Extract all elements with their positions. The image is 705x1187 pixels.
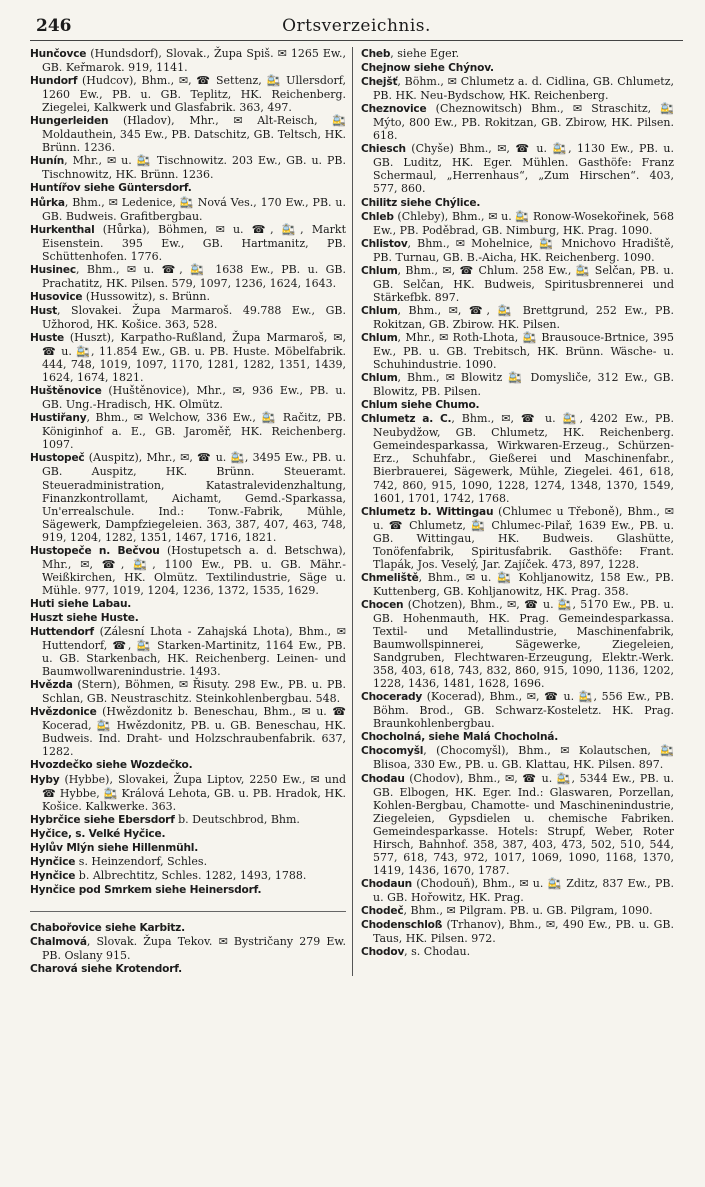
- directory-entry: [30, 813, 346, 827]
- entry-headword: Chlum: [361, 372, 398, 385]
- entry-text: (Huszt), Karpatho-Rußland, Župa Marmaroš, ✉, ☎ u. 🚉, 11.854 Ew., GB. u. PB. Huste. Möbelfabrik. 444, 748, 1019, 1097, 1170, 1281, 1282, 1351, 1439, 1624, 1674, 1821.: [42, 330, 346, 385]
- entry-headword: Hynčice: [30, 869, 76, 882]
- entry-headword: Hynčice pod Smrkem siehe Heinersdorf.: [30, 883, 262, 896]
- entry-text: (Huštěnovice), Mhr., ✉, 936 Ew., PB. u. GB. Ung.-Hradisch, HK. Olmütz.: [42, 384, 346, 412]
- directory-entry: [30, 883, 346, 897]
- entry-text: b. Deutschbrod, Bhm.: [174, 812, 300, 826]
- entry-headword: Huste: [30, 331, 64, 344]
- entry-text: , Bhm., ✉ Pilgram. PB. u. GB. Pilgram, 1090.: [403, 904, 653, 917]
- entry-headword: Chejšť: [361, 76, 398, 89]
- entry-headword: Chlistov: [361, 237, 408, 250]
- entry-text: , Bhm., ✉, ☎, 🚉 Brettgrund, 252 Ew., PB. Rokitzan, GB. Zbirow. HK. Pilsen.: [373, 303, 674, 331]
- entry-text: , Bhm., ✉ Mohelnice, 🚉 Mnichovo Hradiště, PB. Turnau, GB. B.-Aicha, HK. Reichenberg. 1090.: [373, 236, 674, 264]
- entry-text: , Mhr., ✉ Roth-Lhota, 🚉 Brausouce-Brtnice, 395 Ew., PB. u. GB. Trebitsch, HK. Brünn. Wäsche- u. Schuhindustrie. 1090.: [373, 330, 674, 372]
- entry-headword: Huttendorf: [30, 626, 94, 639]
- directory-entry: [30, 869, 346, 883]
- entry-headword: Chlumetz b. Wittingau: [361, 505, 494, 518]
- directory-entry: [30, 223, 346, 263]
- entry-text: , Slovakei. Župa Marmaroš. 49.788 Ew., GB. Užhorod, HK. Košice. 363, 528.: [42, 303, 346, 331]
- directory-entry: [361, 945, 674, 959]
- directory-entry: [30, 411, 346, 451]
- entry-text: (Stern), Böhmen, ✉ Řisuty. 298 Ew., PB. u. PB. Schlan, GB. Neustraschitz. Steinkohlenbergbau. 548.: [42, 678, 346, 706]
- entry-headword: Chlum siehe Chumo.: [361, 399, 480, 412]
- entry-text: b. Albrechtitz, Schles. 1282, 1493, 1788.: [75, 868, 307, 882]
- directory-entry: [361, 918, 674, 945]
- directory-entry: [361, 598, 674, 690]
- section-divider: [30, 911, 346, 913]
- entry-text: (Hůrka), Böhmen, ✉ u. ☎, 🚉, Markt Eisenstein. 395 Ew., GB. Hartmanitz, PB. Schüttenhofen. 1776.: [42, 222, 346, 263]
- entry-text: , (Chocomyšl), Bhm., ✉ Kolautschen, 🚉 Blisoa, 330 Ew., PB. u. GB. Klattau, HK. Pilsen. 897.: [373, 744, 674, 772]
- directory-entry: [361, 237, 674, 264]
- entry-text: (Hybbe), Slovakei, Župa Liptov, 2250 Ew., ✉ und ☎ Hybbe, 🚉 Králová Lehota, GB. u. PB. Hradok, HK. Košice. Kalkwerke. 363.: [42, 772, 346, 813]
- entry-text: , Bhm., ✉ u. ☎, 🚉 1638 Ew., PB. u. GB. Prachatitz, HK. Pilsen. 579, 1097, 1236, 1624, 1643.: [42, 262, 346, 290]
- entry-headword: Chocomyšl: [361, 745, 424, 758]
- directory-entry: [361, 304, 674, 331]
- entry-headword: Huštěnovice: [30, 385, 102, 398]
- left-column: [30, 47, 352, 976]
- entry-headword: Hvězda: [30, 679, 73, 692]
- entry-headword: Hustopeč: [30, 452, 85, 465]
- page-number: 246: [36, 16, 72, 36]
- entry-text: , Bhm., ✉ u. 🚉 Kohljanowitz, 158 Ew., PB. Kuttenberg, GB. Kohljanowitz, HK. Prag. 358.: [373, 570, 674, 598]
- directory-entry: [361, 877, 674, 904]
- entry-headword: Hustopeče n. Bečvou: [30, 544, 160, 557]
- entry-headword: Chlum: [361, 331, 398, 344]
- entry-text: , Slovak. Župa Tekov. ✉ Bystričany 279 Ew. PB. Oslany 915.: [42, 935, 346, 963]
- entry-headword: Hundorf: [30, 75, 78, 88]
- entry-text: (Chodouň), Bhm., ✉ u. 🚉 Zditz, 837 Ew., PB. u. GB. Hořowitz, HK. Prag.: [373, 876, 674, 904]
- entry-text: s. Heinzendorf, Schles.: [75, 854, 208, 868]
- directory-entry: [361, 398, 674, 412]
- entry-headword: Chodau: [361, 772, 405, 785]
- directory-entry: [361, 571, 674, 598]
- directory-entry: [30, 827, 346, 841]
- directory-entry: [30, 181, 346, 195]
- entry-text: , Bhm., ✉, ☎ Chlum. 258 Ew., 🚉 Selčan, PB. u. GB. Selčan, HK. Budweis, Spiritusbrennerei und Stärkefbk. 897.: [373, 263, 674, 304]
- entry-headword: Hurkenthal: [30, 223, 95, 236]
- entry-text: , Bhm., ✉, ☎ u. 🚉, 4202 Ew., PB. Neubydžow, GB. Chlumetz, HK. Reichenberg. Gemeindesparkassa, Wirkwaren-Erzeug., Schürzen-Erz., Schuhfabr., Gießerei und Maschinenfabr., Bierbrauerei, Sägewerk, Mühle, Ziegelei. 461, 618, 742, 860, 915, 1090, 1228, 1274, 1348, 1370, 1549, 1601, 1701, 1742, 1768.: [373, 412, 675, 505]
- entry-text: (Hladov), Mhr., ✉ Alt-Reisch, 🚉 Moldauthein, 345 Ew., PB. Datschitz, GB. Teltsch, HK. Brünn. 1236.: [42, 114, 346, 155]
- entry-headword: Hvězdonice: [30, 706, 97, 719]
- entry-headword: Hunín: [30, 155, 65, 168]
- entry-text: (Chodov), Bhm., ✉, ☎ u. 🚉, 5344 Ew., PB. u. GB. Elbogen, HK. Eger. Ind.: Glaswaren, Porzellan, Kohlen-Bergbau, Chamotte- und Maschinenindustrie, Ziegeleien, Gypsdielen u. chemische Fabriken. Gemeindesparkasse. Hotels: Strupf, Weber, Roter Hirsch, Bahnhof. 358, 387, 403, 473, 502, 510, 544, 577, 618, 743, 972, 1017, 1069, 1090, 1168, 1370, 1419, 1436, 1670, 1787.: [373, 771, 674, 877]
- left-tail-entries: [30, 921, 346, 976]
- entry-text: (Hudcov), Bhm., ✉, ☎ Settenz, 🚉 Ullersdorf, 1260 Ew., PB. u. GB. Teplitz, HK. Reichenberg. Ziegelei, Kalkwerk und Glasfabrik. 363, 497.: [42, 74, 346, 115]
- directory-entry: [30, 544, 346, 597]
- entry-text: (Cheznowitsch) Bhm., ✉ Straschitz, 🚉 Mýto, 800 Ew., PB. Rokitzan, GB. Zbirow, HK. Pilsen. 618.: [373, 102, 674, 143]
- directory-entry: [361, 690, 674, 730]
- entry-headword: Chocholná, siehe Malá Chocholná.: [361, 731, 559, 744]
- directory-entry: [361, 47, 674, 61]
- directory-entry: [361, 210, 674, 237]
- entry-headword: Hynčice: [30, 855, 76, 868]
- directory-entry: [361, 744, 674, 771]
- directory-entry: [361, 730, 674, 744]
- directory-entry: [30, 855, 346, 869]
- entry-headword: Chocen: [361, 598, 404, 611]
- directory-entry: [30, 962, 346, 976]
- entry-text: (Chotzen), Bhm., ✉, ☎ u. 🚉, 5170 Ew., PB. u. GB. Hohenmauth, HK. Prag. Gemeindesparkassa. Textil- und Metallindustrie, Maschinenfabrik, Baumwollspinnerei, Sägewerke, Ziegeleien, Sandgruben, Flechtwaren-Erzeugung, Elektr.-Werk. 358, 403, 618, 743, 832, 860, 915, 1090, 1136, 1202, 1228, 1436, 1481, 1628, 1696.: [373, 597, 674, 691]
- directory-entry: [30, 47, 346, 74]
- entry-headword: Chocerady: [361, 691, 423, 704]
- left-entries: [30, 47, 346, 897]
- entry-headword: Chalmová: [30, 936, 87, 948]
- entry-headword: Hůrka: [30, 196, 65, 209]
- directory-entry: [30, 758, 346, 772]
- entry-text: , s. Chodau.: [404, 945, 471, 959]
- directory-entry: [361, 331, 674, 371]
- directory-entry: [361, 102, 674, 142]
- entry-headword: Hungerleiden: [30, 115, 109, 128]
- entry-text: (Auspitz), Mhr., ✉, ☎ u. 🚉, 3495 Ew., PB. u. GB. Auspitz, HK. Brünn. Steueramt. Steueradministration, Katastralevidenzhaltung, Finanzkontrollamt, Aichamt, Gemd.-Sparkassa, Un'errealschule. Ind.: Tonw.-Fabrik, Mühle, Sägewerk, Dampfziegeleien. 363, 387, 407, 463, 748, 919, 1204, 1282, 1351, 1467, 1716, 1821.: [42, 451, 346, 544]
- entry-headword: Chodenschloß: [361, 919, 443, 932]
- directory-entry: [30, 114, 346, 154]
- directory-entry: [361, 75, 674, 102]
- directory-entry: [30, 935, 346, 962]
- columns: [30, 47, 683, 976]
- directory-entry: [361, 371, 674, 398]
- entry-headword: Chilitz siehe Chýlice.: [361, 196, 481, 209]
- entry-text: (Hostupetsch a. d. Betschwa), Mhr., ✉, ☎, 🚉, 1100 Ew., PB. u. GB. Mähr.-Weißkirchen, HK. Olmütz. Textilindustrie, Säge u. Mühle. 977, 1019, 1204, 1236, 1372, 1535, 1629.: [42, 543, 346, 597]
- entry-text: (Hundsdorf), Slovak., Župa Spiš. ✉ 1265 Ew., GB. Keřmarok. 919, 1141.: [42, 47, 346, 75]
- directory-entry: [30, 196, 346, 223]
- directory-entry: [30, 597, 346, 611]
- entry-headword: Chmeliště: [361, 571, 419, 584]
- entry-headword: Chiesch: [361, 143, 406, 156]
- page-title: Ortsverzeichnis.: [282, 16, 431, 36]
- entry-headword: Chodaun: [361, 877, 413, 890]
- entry-text: , Böhm., ✉ Chlumetz a. d. Cidlina, GB. Chlumetz, PB. HK. Neu-Bydschow, HK. Reichenberg.: [373, 75, 674, 103]
- directory-entry: [361, 505, 674, 571]
- directory-entry: [30, 384, 346, 411]
- entry-headword: Chabořovice siehe Karbitz.: [30, 921, 185, 934]
- entry-text: , Bhm., ✉ Ledenice, 🚉 Nová Ves., 170 Ew., PB. u. GB. Budweis. Grafitbergbau.: [42, 195, 346, 223]
- entry-headword: Huszt siehe Huste.: [30, 611, 139, 624]
- entry-headword: Chejnow siehe Chýnov.: [361, 62, 494, 75]
- entry-text: , siehe Eger.: [390, 47, 460, 60]
- entry-headword: Hunčovce: [30, 48, 87, 60]
- entry-headword: Husovice: [30, 290, 83, 303]
- entry-headword: Huntířov siehe Güntersdorf.: [30, 182, 192, 195]
- entry-headword: Chodov: [361, 946, 405, 959]
- entry-text: (Zálesní Lhota - Zahajská Lhota), Bhm., ✉ Huttendorf, ☎, 🚉 Starken-Martinitz, 1164 Ew., PB. u. GB. Starkenbach, HK. Reichenberg. Leinen- und Baumwollwarenindustrie. 1493.: [42, 625, 346, 679]
- entry-headword: Chlumetz a. C.: [361, 413, 452, 426]
- entry-text: , Bhm., ✉ Welchow, 336 Ew., 🚉 Račitz, PB. Königinhof a. E., GB. Jaroměř, HK. Reichenberg. 1097.: [42, 411, 346, 452]
- directory-entry: [30, 304, 346, 331]
- directory-entry: [30, 625, 346, 678]
- entry-text: (Chlumec u Třeboně), Bhm., ✉ u. ☎ Chlumetz, 🚉 Chlumec-Pilař, 1639 Ew., PB. u. GB. Wittingau, HK. Budweis. Glashütte, Tonöfenfabrik, Spiritusfabrik. Gasthöfe: Frant. Tlapák, Jos. Veselý, Jar. Zajíček. 473, 897, 1228.: [373, 504, 674, 571]
- right-column: [352, 47, 674, 976]
- entry-text: (Chyše) Bhm., ✉, ☎ u. 🚉, 1130 Ew., PB. u. GB. Luditz, HK. Eger. Mühlen. Gasthöfe: Franz Schermaul, „Herrenhaus“, „Zum Hirschen“. 403, 577, 860.: [373, 142, 674, 196]
- directory-entry: [30, 705, 346, 758]
- directory-entry: [30, 921, 346, 935]
- directory-entry: [30, 290, 346, 304]
- entry-headword: Hyby: [30, 773, 60, 786]
- directory-entry: [30, 678, 346, 705]
- entry-headword: Cheb: [361, 48, 391, 60]
- entry-headword: Hyčice, s. Velké Hyčice.: [30, 827, 166, 840]
- directory-entry: [361, 142, 674, 195]
- entry-text: (Hussowitz), s. Brünn.: [82, 289, 210, 303]
- entry-headword: Chlum: [361, 264, 398, 277]
- page-header: [30, 10, 683, 41]
- directory-entry: [361, 196, 674, 210]
- right-entries: [361, 47, 674, 959]
- directory-entry: [30, 841, 346, 855]
- entry-text: , Bhm., ✉ Blowitz 🚉 Domysliče, 312 Ew., GB. Blowitz, PB. Pilsen.: [373, 371, 674, 399]
- entry-headword: Hylův Mlýn siehe Hillenmühl.: [30, 841, 199, 854]
- entry-text: (Kocerad), Bhm., ✉, ☎ u. 🚉, 556 Ew., PB. Böhm. Brod., GB. Schwarz-Kosteletz. HK. Prag. Braunkohlenbergbau.: [373, 690, 674, 731]
- entry-headword: Hustiřany: [30, 412, 87, 425]
- directory-entry: [361, 772, 674, 877]
- entry-headword: Cheznovice: [361, 103, 427, 116]
- entry-text: (Trhanov), Bhm., ✉, 490 Ew., PB. u. GB. Taus, HK. Pilsen. 972.: [373, 918, 674, 946]
- entry-headword: Hybrčice siehe Ebersdorf: [30, 813, 175, 826]
- directory-entry: [30, 263, 346, 290]
- entry-headword: Hust: [30, 304, 57, 317]
- directory-entry: [30, 611, 346, 625]
- directory-entry: [30, 331, 346, 384]
- directory-entry: [361, 61, 674, 75]
- directory-entry: [30, 154, 346, 181]
- entry-headword: Chlum: [361, 304, 398, 317]
- directory-entry: [30, 451, 346, 543]
- directory-entry: [361, 412, 674, 504]
- directory-entry: [30, 74, 346, 114]
- entry-headword: Husinec: [30, 263, 76, 276]
- entry-headword: Chodeč: [361, 905, 404, 917]
- directory-entry: [30, 773, 346, 813]
- entry-headword: Hvozdečko siehe Wozdečko.: [30, 759, 193, 772]
- directory-entry: [361, 904, 674, 918]
- entry-text: (Chleby), Bhm., ✉ u. 🚉 Ronow-Wosekořinek, 568 Ew., PB. Poděbrad, GB. Nimburg, HK. Prag. 1090.: [373, 209, 674, 237]
- entry-headword: Charová siehe Krotendorf.: [30, 963, 182, 976]
- entry-headword: Chleb: [361, 210, 394, 223]
- entry-headword: Huti siehe Labau.: [30, 597, 132, 610]
- entry-text: (Hwězdonitz b. Beneschau, Bhm., ✉ u. ☎ Kocerad, 🚉 Hwězdonitz, PB. u. GB. Beneschau, HK. Budweis. Ind. Draht- und Holzschraubenfabrik. 637, 1282.: [42, 705, 346, 759]
- entry-text: , Mhr., ✉ u. 🚉 Tischnowitz. 203 Ew., GB. u. PB. Tischnowitz, HK. Brünn. 1236.: [42, 154, 346, 182]
- directory-entry: [361, 264, 674, 304]
